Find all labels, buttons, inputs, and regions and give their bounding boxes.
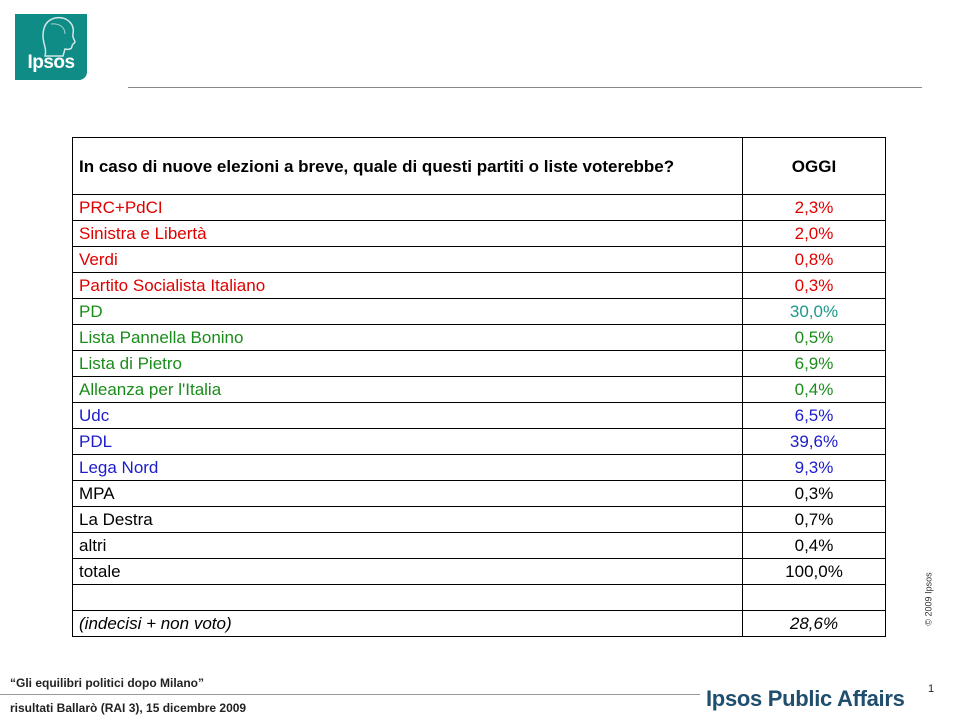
table-row [73,377,886,403]
party-value: 6,9% [743,351,886,377]
empty-label [73,585,743,611]
total-label: totale [73,559,743,585]
table-row [73,221,886,247]
table-row [73,403,886,429]
party-value: 0,5% [743,325,886,351]
party-label: PRC+PdCI [73,195,743,221]
undecided-value: 28,6% [743,611,886,637]
ipsos-logo [15,14,87,80]
footer-subtitle: risultati Ballarò (RAI 3), 15 dicembre 2009 [10,701,247,715]
party-value: 6,5% [743,403,886,429]
party-label: Alleanza per l'Italia [73,377,743,403]
party-value: 0,3% [743,273,886,299]
table-row [73,533,886,559]
copyright-text: © 2009 Ipsos [923,572,934,626]
footer-divider [0,694,700,695]
party-value: 2,0% [743,221,886,247]
table-row [73,351,886,377]
logo-text: Ipsos [27,52,75,73]
column-header-oggi: OGGI [743,138,886,195]
poll-table [72,137,886,637]
table-row [73,455,886,481]
party-label: Lista di Pietro [73,351,743,377]
party-label: MPA [73,481,743,507]
total-row [73,559,886,585]
table-row [73,429,886,455]
table-row [73,507,886,533]
table-row [73,299,886,325]
party-label: Lista Pannella Bonino [73,325,743,351]
party-label: La Destra [73,507,743,533]
party-value: 39,6% [743,429,886,455]
table-row [73,273,886,299]
party-label: altri [73,533,743,559]
empty-row [73,585,886,611]
table-row [73,247,886,273]
table-header-row [73,138,886,195]
party-value: 0,7% [743,507,886,533]
party-value: 0,3% [743,481,886,507]
party-label: Sinistra e Libertà [73,221,743,247]
brand-name: Ipsos Public Affairs [706,686,905,711]
question-cell: In caso di nuove elezioni a breve, quale di questi partiti o liste voterebbe? [73,138,743,195]
party-label: PD [73,299,743,325]
party-value: 30,0% [743,299,886,325]
table-row [73,195,886,221]
table-row [73,325,886,351]
total-value: 100,0% [743,559,886,585]
party-value: 0,4% [743,533,886,559]
party-value: 0,8% [743,247,886,273]
table-row [73,481,886,507]
party-label: Partito Socialista Italiano [73,273,743,299]
empty-value [743,585,886,611]
undecided-label: (indecisi + non voto) [73,611,743,637]
undecided-row [73,611,886,637]
party-label: Verdi [73,247,743,273]
party-value: 2,3% [743,195,886,221]
header-divider [128,87,922,88]
party-label: Lega Nord [73,455,743,481]
party-label: Udc [73,403,743,429]
party-label: PDL [73,429,743,455]
copyright-notice [924,570,946,640]
party-value: 0,4% [743,377,886,403]
party-value: 9,3% [743,455,886,481]
page-number: 1 [928,683,935,695]
footer-title: “Gli equilibri politici dopo Milano” [10,676,204,690]
